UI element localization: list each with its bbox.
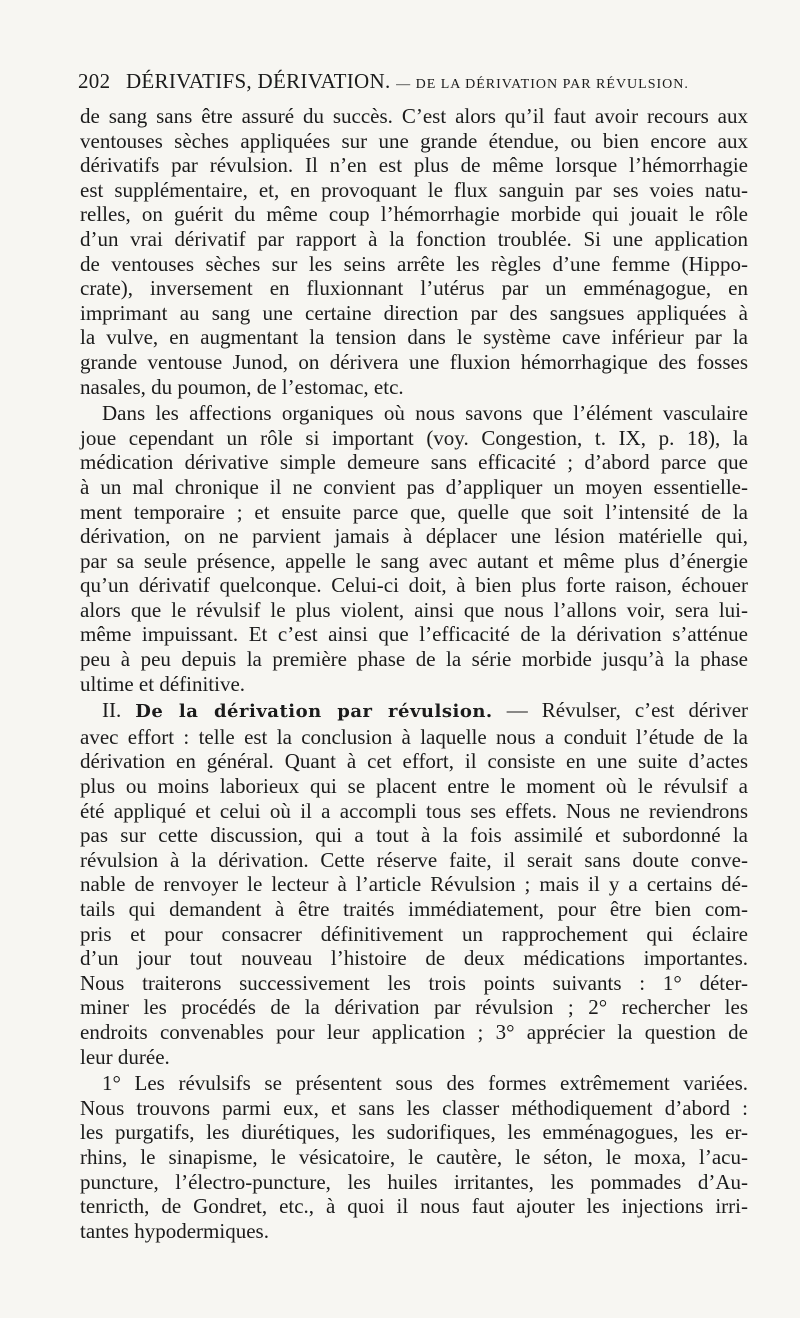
text-run: — Révulser, c’est dériver <box>506 698 749 723</box>
text-line: de ventouses sèches sur les seins arrête les règles d’une femme (Hippo- <box>80 251 748 276</box>
text-line: médication dérivative simple demeure sans efficacité ; d’abord parce que <box>80 450 748 475</box>
text-line: ultime et définitive. <box>80 671 246 696</box>
text-line: 1° Les révulsifs se présentent sous des formes extrêmement variées. <box>102 1071 748 1096</box>
text-line: puncture, l’électro-puncture, les huiles irritantes, les pommades d’Au- <box>80 1169 748 1194</box>
section-title: De la dérivation par révulsion. <box>135 701 493 723</box>
text-line: nasales, du poumon, de l’estomac, etc. <box>80 374 404 399</box>
text-line: les purgatifs, les diurétiques, les sudorifiques, les emménagogues, les er- <box>80 1120 748 1145</box>
paragraph-3 <box>80 698 748 1069</box>
header-title: DÉRIVATIFS, DÉRIVATION. <box>125 69 391 93</box>
text-line: été appliqué et celui où il a accompli tous ses effets. Nous ne reviendrons <box>80 798 748 823</box>
text-line: Dans les affections organiques où nous savons que l’élément vasculaire <box>102 401 748 426</box>
text-line: Nous trouvons parmi eux, et sans les classer méthodiquement d’abord : <box>80 1095 748 1120</box>
text-line: nable de renvoyer le lecteur à l’article Révulsion ; mais il y a certains dé- <box>80 872 748 897</box>
text-line: avec effort : telle est la conclusion à laquelle nous a conduit l’étude de la <box>80 724 748 749</box>
text-line: même impuissant. Et c’est ainsi que l’efficacité de la dérivation s’atténue <box>80 622 748 647</box>
text-line: de sang sans être assuré du succès. C’est alors qu’il faut avoir recours aux <box>80 104 748 128</box>
page-number: 202 <box>78 69 111 93</box>
text-line: imprimant au sang une certaine direction par des sangsues appliquées à <box>80 300 748 325</box>
text-line: relles, on guérit du même coup l’hémorrhagie morbide qui jouait le rôle <box>80 202 748 227</box>
text-line: à un mal chronique il ne convient pas d’appliquer un moyen essentielle- <box>80 474 748 499</box>
text-line: Nous traiterons successivement les trois points suivants : 1° déter- <box>80 970 748 995</box>
text-line: grande ventouse Junod, on dérivera une fluxion hémorrhagique des fosses <box>80 349 748 374</box>
header-subtitle: — DE LA DÉRIVATION PAR RÉVULSION. <box>396 77 689 92</box>
running-header <box>78 66 738 100</box>
text-line: miner les procédés de la dérivation par révulsion ; 2° rechercher les <box>80 995 748 1020</box>
text-line: tantes hypodermiques. <box>80 1218 269 1243</box>
text-line: dérivation en général. Quant à cet effort, il consiste en une suite d’actes <box>80 749 748 774</box>
text-line: rhins, le sinapisme, le vésicatoire, le cautère, le séton, le moxa, l’acu- <box>80 1144 748 1169</box>
text-line: par sa seule présence, appelle le sang avec autant et même plus d’énergie <box>80 548 748 573</box>
text-line: dérivation, on ne parvient jamais à déplacer une lésion matérielle qui, <box>80 524 748 549</box>
text-line: la vulve, en augmentant la tension dans le système cave inférieur par la <box>80 325 748 350</box>
text-line: tails qui demandent à être traités immédiatement, pour être bien com- <box>80 897 748 921</box>
text-line: pas sur cette discussion, qui a tout à la fois assimilé et subordonné la <box>80 823 748 848</box>
page-body <box>80 104 748 1243</box>
text-line: d’un vrai dérivatif par rapport à la fonction troublée. Si une application <box>80 226 748 251</box>
text-line: pris et pour consacrer définitivement un rapprochement qui éclaire <box>80 921 748 946</box>
text-line: joue cependant un rôle si important (voy. Congestion, t. IX, p. 18), la <box>80 425 748 450</box>
text-line: révulsion à la dérivation. Cette réserve faite, il serait sans doute conve- <box>80 847 748 872</box>
text-line: est supplémentaire, et, en provoquant le flux sanguin par ses voies natu- <box>80 177 748 202</box>
paragraph-2 <box>80 401 748 696</box>
section-number: II. <box>102 698 122 723</box>
text-line: ment temporaire ; et ensuite parce que, quelle que soit l’intensité de la <box>80 499 748 524</box>
text-line: dérivatifs par révulsion. Il n’en est plus de même lorsque l’hémorrhagie <box>80 153 748 178</box>
text-line: tenricth, de Gondret, etc., à quoi il nous faut ajouter les injections irri- <box>80 1194 748 1219</box>
text-line: plus ou moins laborieux qui se placent entre le moment où le révulsif a <box>80 774 748 799</box>
text-line: leur durée. <box>80 1044 170 1069</box>
text-line: peu à peu depuis la première phase de la série morbide jusqu’à la phase <box>80 647 748 672</box>
text-line: ventouses sèches appliquées sur une grande étendue, ou bien encore aux <box>80 128 748 153</box>
text-line: endroits convenables pour leur application ; 3° apprécier la question de <box>80 1019 748 1044</box>
text-line: qu’un dérivatif quelconque. Celui-ci doit, à bien plus forte raison, échouer <box>80 573 748 598</box>
paragraph-1 <box>80 104 748 399</box>
paragraph-4 <box>80 1071 748 1243</box>
text-line: alors que le révulsif le plus violent, ainsi que nous l’allons voir, sera lui- <box>80 597 748 622</box>
text-line: d’un jour tout nouveau l’histoire de deux médications importantes. <box>80 946 748 971</box>
text-line: crate), inversement en fluxionnant l’utérus par un emménagogue, en <box>80 276 748 301</box>
section-heading-line <box>80 698 748 725</box>
